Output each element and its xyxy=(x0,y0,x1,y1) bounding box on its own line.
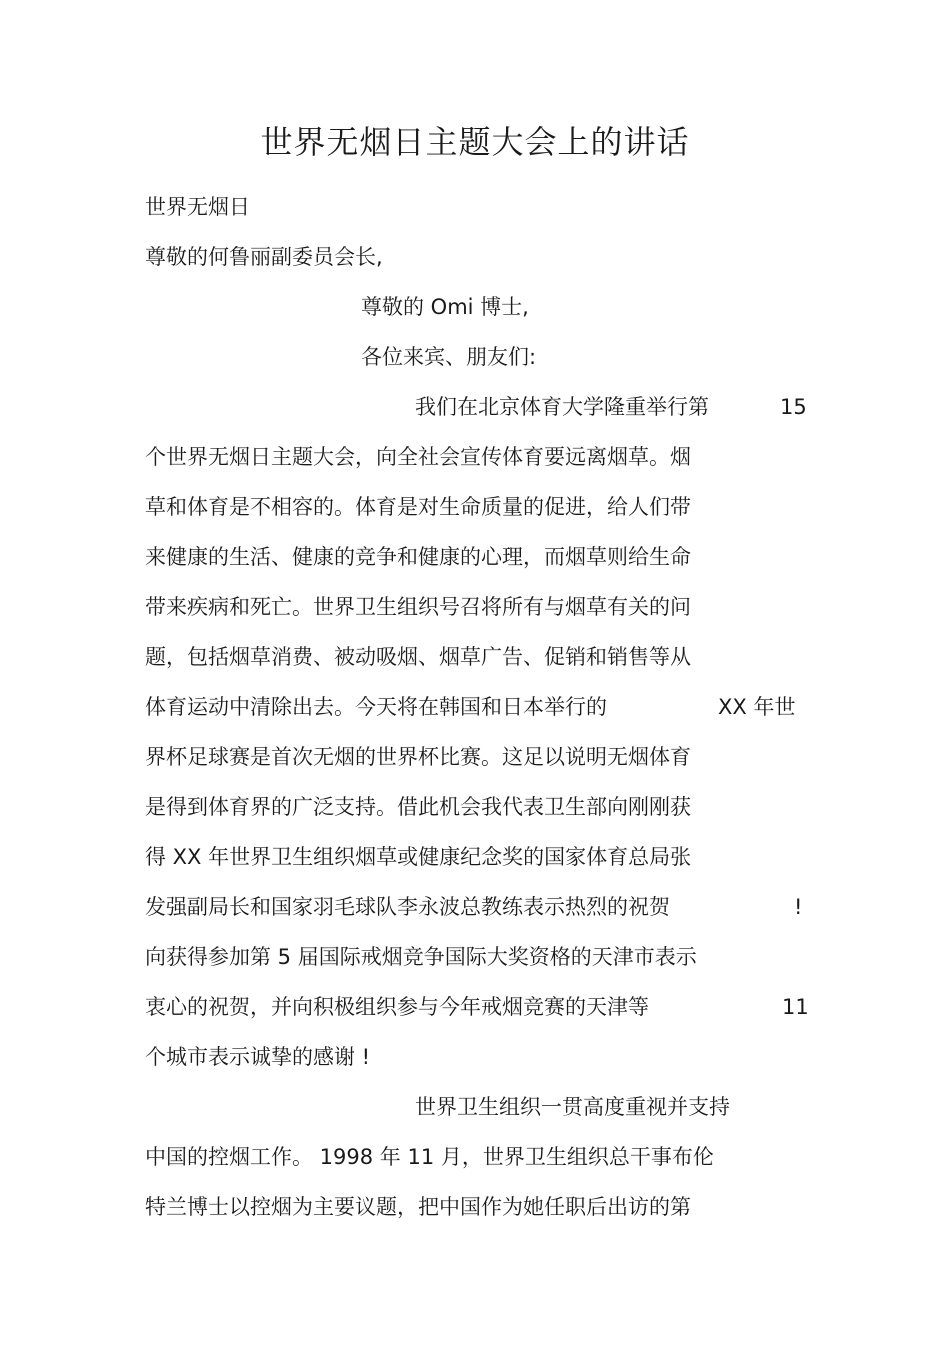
paragraph-line-tail: XX 年世 xyxy=(718,695,796,719)
paragraph-line-number: 11 xyxy=(782,995,809,1019)
paragraph-line: 发强副局长和国家羽毛球队李永波总教练表示热烈的祝贺 xyxy=(145,895,670,919)
paragraph-line: 向获得参加第 5 届国际戒烟竞争国际大奖资格的天津市表示 xyxy=(145,945,697,969)
paragraph-line: 界杯足球赛是首次无烟的世界杯比赛。这足以说明无烟体育 xyxy=(145,745,691,769)
paragraph-line: 中国的控烟工作。 1998 年 11 月，世界卫生组织总干事布伦 xyxy=(145,1145,714,1169)
paragraph-line: 特兰博士以控烟为主要议题，把中国作为她任职后出访的第 xyxy=(145,1195,691,1219)
paragraph-line: 衷心的祝贺，并向积极组织参与今年戒烟竞赛的天津等 xyxy=(145,995,649,1019)
paragraph-line: 体育运动中清除出去。今天将在韩国和日本举行的 xyxy=(145,695,607,719)
paragraph-line-number: 15 xyxy=(780,395,807,419)
paragraph-line: 世界卫生组织一贯高度重视并支持 xyxy=(415,1095,730,1119)
paragraph-line: 题，包括烟草消费、被动吸烟、烟草广告、促销和销售等从 xyxy=(145,645,691,669)
paragraph-line: 得 XX 年世界卫生组织烟草或健康纪念奖的国家体育总局张 xyxy=(145,845,692,869)
paragraph-line: 是得到体育界的广泛支持。借此机会我代表卫生部向刚刚获 xyxy=(145,795,691,819)
document-title: 世界无烟日主题大会上的讲话 xyxy=(260,123,690,161)
salutation-line: 尊敬的何鲁丽副委员会长, xyxy=(145,245,383,269)
paragraph-line: 带来疾病和死亡。世界卫生组织号召将所有与烟草有关的问 xyxy=(145,595,691,619)
salutation-line: 各位来宾、朋友们: xyxy=(361,345,537,369)
paragraph-line-tail: ! xyxy=(794,895,803,919)
document-subtitle: 世界无烟日 xyxy=(145,195,250,219)
salutation-line: 尊敬的 Omi 博士, xyxy=(361,295,529,319)
paragraph-line: 草和体育是不相容的。体育是对生命质量的促进，给人们带 xyxy=(145,495,691,519)
paragraph-line: 我们在北京体育大学隆重举行第 xyxy=(415,395,709,419)
paragraph-line: 来健康的生活、健康的竞争和健康的心理，而烟草则给生命 xyxy=(145,545,691,569)
paragraph-line: 个城市表示诚挚的感谢 ! xyxy=(145,1045,371,1069)
paragraph-line: 个世界无烟日主题大会，向全社会宣传体育要远离烟草。烟 xyxy=(145,445,691,469)
